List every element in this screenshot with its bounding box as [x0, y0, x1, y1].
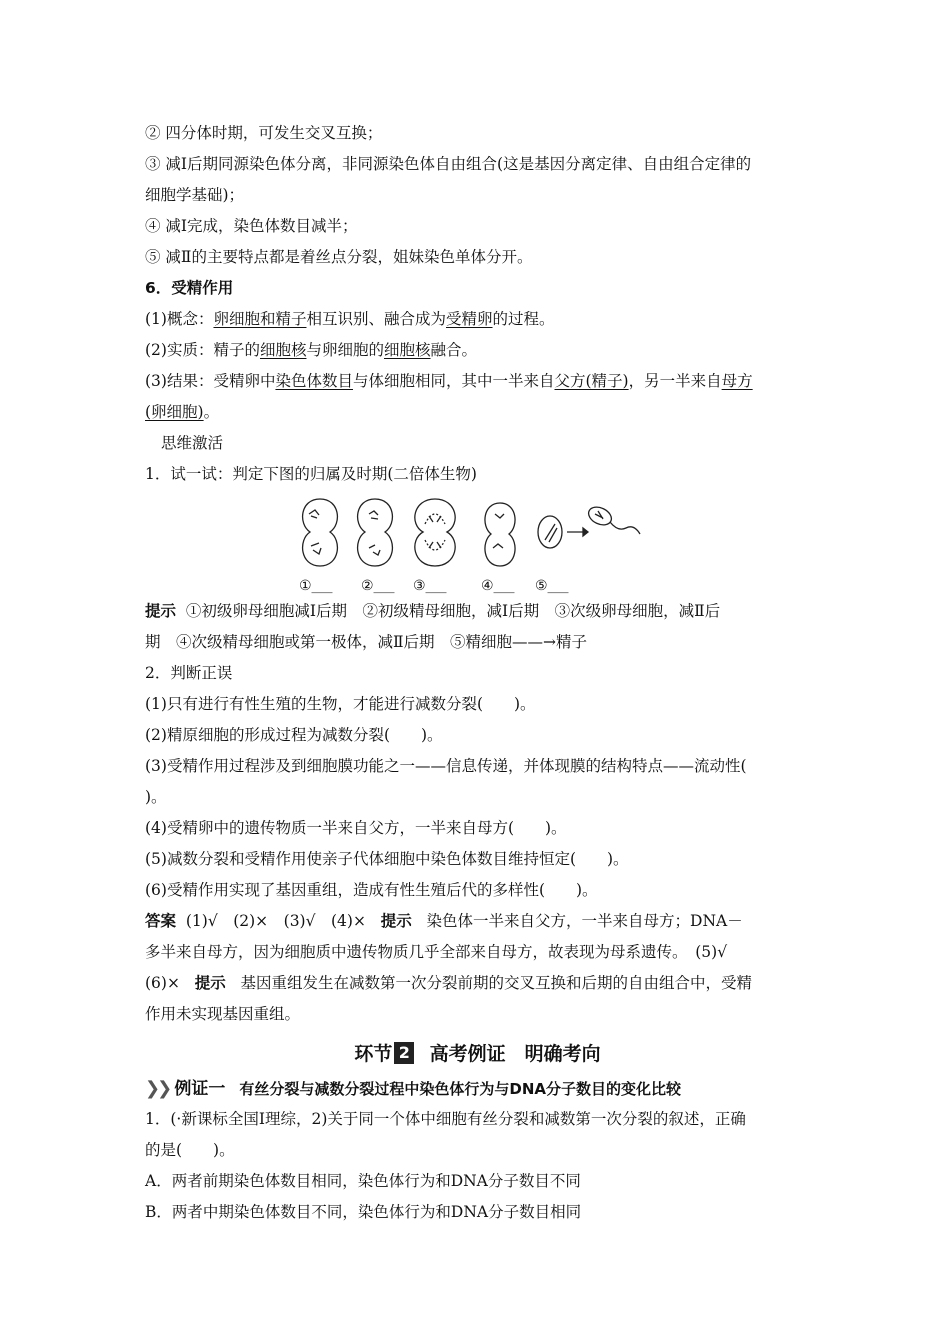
result-answer-1: 染色体数目 — [275, 372, 353, 390]
answer-line-4: 作用未实现基因重组。 — [145, 1005, 301, 1023]
hint-label: 提示 — [145, 602, 177, 620]
cell-division-figure — [145, 494, 810, 594]
hint-line-1 — [145, 596, 810, 627]
answer-marks: (1)√ (2)× (3)√ (4)× — [185, 912, 366, 930]
figure-label-1: ①___ — [299, 578, 333, 594]
example-label: 例证一 — [174, 1079, 226, 1099]
judgement-1: (1)只有进行有性生殖的生物，才能进行减数分裂( )。 — [145, 695, 536, 713]
cell-5-diagram — [538, 504, 640, 548]
cell-diagrams — [295, 494, 655, 594]
result-answer-2: 父方(精子) — [554, 372, 629, 390]
answer-line-1 — [145, 906, 810, 937]
meiosis-item-3-line1: ③ 减Ⅰ后期同源染色体分离，非同源染色体自由组合(这是基因分离定律、自由组合定律的 — [145, 155, 752, 173]
hint-line-2: 期 ④次级精母细胞或第一极体，减Ⅱ后期 ⑤精细胞——→精子 — [145, 633, 588, 651]
result-mid2: ，另一半来自 — [628, 372, 722, 390]
essence-end: 融合。 — [430, 341, 478, 359]
answer-label: 答案 — [145, 912, 177, 930]
figure-label-4: ④___ — [481, 578, 515, 594]
judgement-2: (2)精原细胞的形成过程为减数分裂( )。 — [145, 726, 443, 744]
fertilization-result-line1 — [145, 366, 810, 397]
question-stem-line2: 的是( )。 — [145, 1141, 235, 1159]
example-title: 有丝分裂与减数分裂过程中染色体行为与DNA分子数目的变化比较 — [239, 1080, 682, 1098]
concept-end: 的过程。 — [492, 310, 555, 328]
judgement-3-line2: )。 — [145, 788, 167, 806]
option-b: B．两者中期染色体数目不同，染色体行为和DNA分子数目相同 — [145, 1203, 582, 1221]
option-a: A．两者前期染色体数目相同，染色体行为和DNA分子数目不同 — [145, 1172, 581, 1190]
fertilization-result-line2 — [145, 397, 810, 428]
section-prefix: 环节 — [354, 1043, 393, 1065]
result-answer-4: (卵细胞) — [145, 403, 204, 421]
section-heading — [145, 1034, 810, 1074]
judgement-5: (5)减数分裂和受精作用使亲子代体细胞中染色体数目维持恒定( )。 — [145, 850, 629, 868]
question-2: 2．判断正误 — [145, 664, 233, 682]
double-chevron-icon: ❯❯ — [145, 1078, 170, 1099]
meiosis-item-4: ④ 减Ⅰ完成，染色体数目减半； — [145, 217, 358, 235]
judgement-3-line1: (3)受精作用过程涉及到细胞膜功能之一——信息传递，并体现膜的结构特点——流动性( — [145, 757, 747, 775]
essence-mid: 与卵细胞的 — [306, 341, 384, 359]
answer-hint-label: 提示 — [380, 912, 412, 930]
concept-label: (1)概念： — [145, 310, 214, 328]
answer-line-2: 多半来自母方，因为细胞质中遗传物质几乎全部来自母方，故表现为母系遗传。 (5)√ — [145, 943, 728, 961]
meiosis-item-5: ⑤ 减Ⅱ的主要特点都是着丝点分裂，姐妹染色单体分开。 — [145, 248, 533, 266]
figure-label-3: ③___ — [413, 578, 447, 594]
question-stem-line1: 1．(·新课标全国Ⅰ理综，2)关于同一个体中细胞有丝分裂和减数第一次分裂的叙述，正确 — [145, 1110, 746, 1128]
fertilization-concept — [145, 304, 810, 335]
cell-1-diagram — [303, 499, 338, 566]
concept-answer-1: 卵细胞和精子 — [213, 310, 307, 328]
figure-label-5: ⑤___ — [535, 578, 569, 594]
fertilization-heading: 6．受精作用 — [145, 279, 234, 297]
answer-hint-text-2: 基因重组发生在减数第一次分裂前期的交叉互换和后期的自由组合中，受精 — [240, 974, 753, 992]
answer-mark-6: (6)× — [145, 974, 180, 992]
hint-text-1: ①初级卵母细胞减Ⅰ后期 ②初级精母细胞，减Ⅰ后期 ③次级卵母细胞，减Ⅱ后 — [185, 602, 721, 620]
answer-line-3 — [145, 968, 810, 999]
fertilization-essence — [145, 335, 810, 366]
cell-2-diagram — [358, 499, 393, 566]
cell-3-diagram — [415, 499, 455, 566]
meiosis-item-3-line2: 细胞学基础)； — [145, 186, 245, 204]
thinking-heading: 思维激活 — [161, 434, 224, 452]
result-answer-3: 母方 — [721, 372, 753, 390]
result-mid: 与体细胞相同，其中一半来自 — [352, 372, 555, 390]
answer-hint-label-2: 提示 — [194, 974, 226, 992]
judgement-6: (6)受精作用实现了基因重组，造成有性生殖后代的多样性( )。 — [145, 881, 598, 899]
cell-4-diagram — [485, 503, 515, 566]
result-label: (3)结果：受精卵中 — [145, 372, 276, 390]
meiosis-item-2: ② 四分体时期，可发生交叉互换； — [145, 124, 383, 142]
section-number-badge: 2 — [394, 1042, 414, 1064]
essence-label: (2)实质：精子的 — [145, 341, 260, 359]
essence-answer-1: 细胞核 — [259, 341, 307, 359]
judgement-4: (4)受精卵中的遗传物质一半来自父方，一半来自母方( )。 — [145, 819, 567, 837]
figure-label-2: ②___ — [361, 578, 395, 594]
document-page — [145, 118, 810, 1228]
concept-answer-2: 受精卵 — [446, 310, 493, 328]
concept-mid: 相互识别、融合成为 — [306, 310, 446, 328]
section-title: 高考例证 明确考向 — [429, 1043, 601, 1065]
result-end: 。 — [203, 403, 220, 421]
question-1: 1．试一试：判定下图的归属及时期(二倍体生物) — [145, 465, 477, 483]
essence-answer-2: 细胞核 — [384, 341, 431, 359]
answer-hint-text: 染色体一半来自父方，一半来自母方；DNA－ — [426, 912, 743, 930]
example-heading — [145, 1074, 810, 1104]
